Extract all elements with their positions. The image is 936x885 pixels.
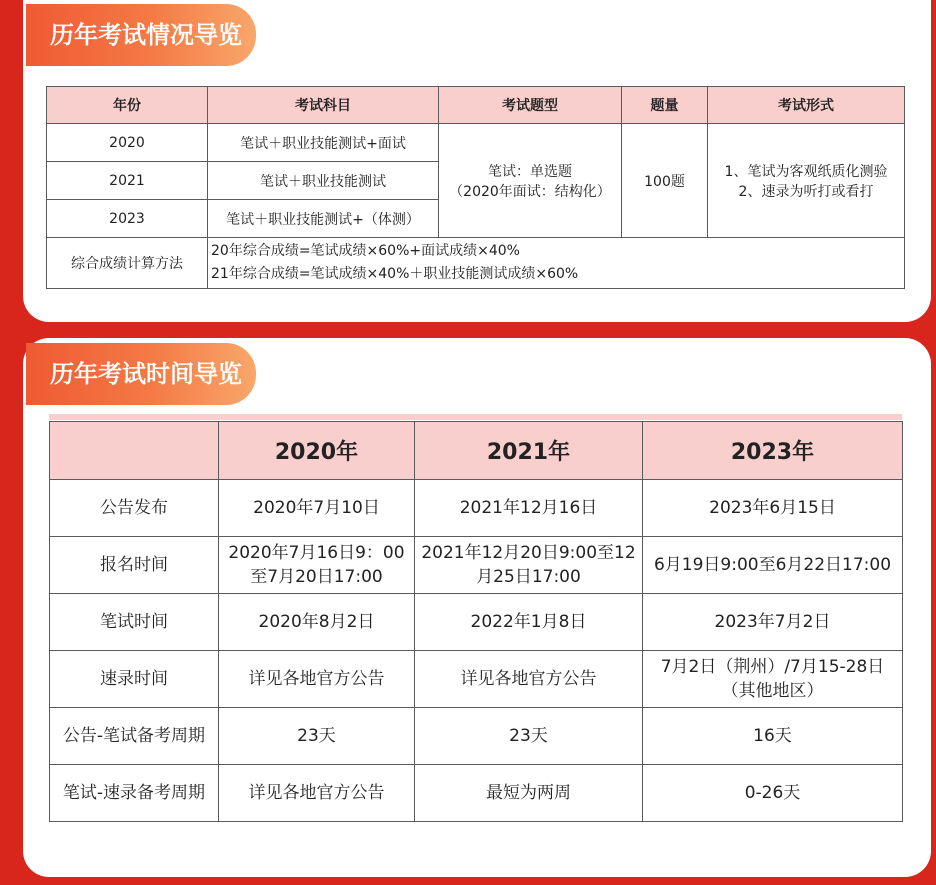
cell-2023 [643,651,903,708]
cell-2020: 2020年8月2日 [219,594,415,651]
question-count-cell: 100题 [622,124,708,238]
header-year: 年份 [47,87,208,124]
cell-line: （其他地区） [721,681,824,701]
row-label: 公告发布 [50,480,219,537]
question-type-cell [439,124,622,238]
year-cell: 2020 [47,124,208,162]
exam-schedule-table [49,421,903,822]
cell-2023: 6月19日9:00至6月22日17:00 [643,537,903,594]
table-row [50,537,903,594]
header-blank [50,422,219,480]
cell-2020: 详见各地官方公告 [219,765,415,822]
subjects-cell: 笔试＋职业技能测试+（体测） [208,200,439,238]
cell-line: 月25日17:00 [476,567,581,587]
table-row [50,480,903,537]
calc-formula-cell [208,238,905,289]
calc-method-label: 综合成绩计算方法 [47,238,208,289]
cell-2020: 23天 [219,708,415,765]
header-exam-form: 考试形式 [708,87,905,124]
question-type-line: 笔试：单选题 [488,163,572,180]
subjects-cell: 笔试＋职业技能测试+面试 [208,124,439,162]
header-question-count: 题量 [622,87,708,124]
header-2020: 2020年 [219,422,415,480]
year-cell: 2021 [47,162,208,200]
cell-2020: 详见各地官方公告 [219,651,415,708]
cell-2023: 16天 [643,708,903,765]
row-label: 公告-笔试备考周期 [50,708,219,765]
cell-2020 [219,537,415,594]
subjects-cell: 笔试＋职业技能测试 [208,162,439,200]
cell-line: 2020年7月16日9：00 [228,543,405,563]
cell-2021: 2021年12月16日 [415,480,643,537]
section-title-exam-schedule: 历年考试时间导览 [26,343,256,405]
row-label: 笔试时间 [50,594,219,651]
exam-form-cell [708,124,905,238]
header-2023: 2023年 [643,422,903,480]
cell-2021 [415,537,643,594]
exam-form-line: 2、速录为听打或看打 [738,183,874,200]
cell-2021: 23天 [415,708,643,765]
cell-2021: 详见各地官方公告 [415,651,643,708]
year-cell: 2023 [47,200,208,238]
formula-line: 21年综合成绩=笔试成绩×40%＋职业技能测试成绩×60% [211,266,579,282]
row-label: 笔试-速录备考周期 [50,765,219,822]
table-row [47,238,905,289]
table-row [50,651,903,708]
cell-2020: 2020年7月10日 [219,480,415,537]
exam-form-line: 1、笔试为客观纸质化测验 [724,163,888,180]
header-question-type: 考试题型 [439,87,622,124]
section-title-exam-overview: 历年考试情况导览 [26,4,256,66]
header-2021: 2021年 [415,422,643,480]
formula-line: 20年综合成绩=笔试成绩×60%+面试成绩×40% [211,243,520,259]
cell-2023: 2023年6月15日 [643,480,903,537]
cell-2021: 2022年1月8日 [415,594,643,651]
table-row [47,124,905,162]
cell-2023: 2023年7月2日 [643,594,903,651]
cell-line: 至7月20日17:00 [250,567,383,587]
table-row [50,708,903,765]
table-top-band [49,414,902,420]
table-row [50,765,903,822]
exam-overview-table [46,86,905,289]
question-type-note: （2020年面试：结构化） [449,183,611,200]
table-header-row [50,422,903,480]
table-row [50,594,903,651]
cell-line: 2021年12月20日9:00至12 [421,543,636,563]
header-subjects: 考试科目 [208,87,439,124]
cell-line: 7月2日（荆州）/7月15-28日 [660,657,885,677]
row-label: 速录时间 [50,651,219,708]
table-header-row [47,87,905,124]
row-label: 报名时间 [50,537,219,594]
cell-2023: 0-26天 [643,765,903,822]
cell-2021: 最短为两周 [415,765,643,822]
